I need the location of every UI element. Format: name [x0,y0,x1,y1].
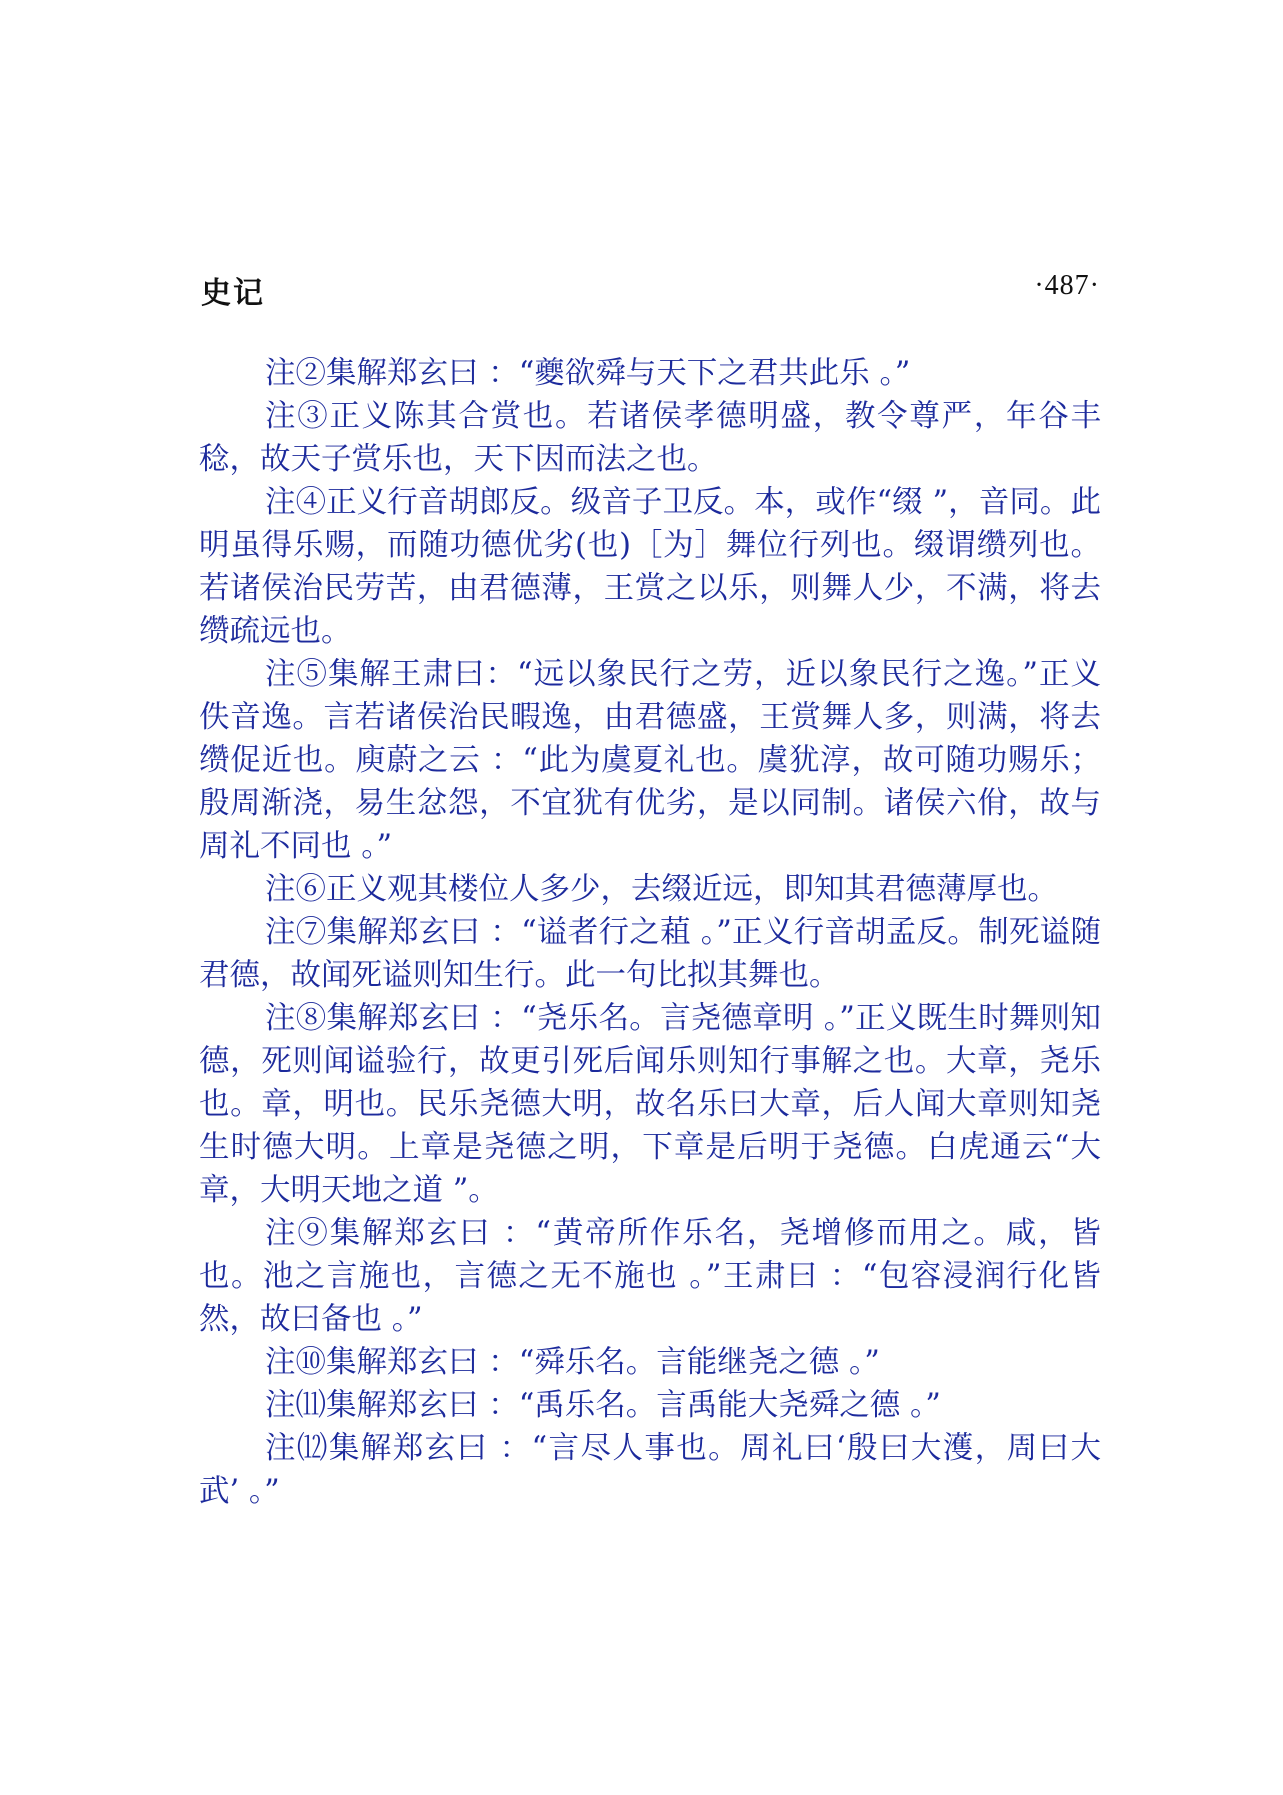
book-title: 史记 [201,276,265,311]
page-header [201,268,1100,312]
note-5: 注⑤集解王肃曰：“远以象民行之劳，近以象民行之逸。”正义佚音逸。言若诸侯治民暇逸，由君德盛，王赏舞人多，则满，将去缵促近也。庾蔚之云 ：“此为虞夏礼也。虞犹淳，故可随功赐乐；殷周渐浇，易生忿怨，不宜犹有优劣，是以同制。诸侯六佾，故与周礼不同也 。” [199,657,1101,864]
note-11: 注⑾集解郑玄曰 ：“禹乐名。言禹能大尧舜之德 。” [265,1388,941,1423]
note-2: 注②集解郑玄曰 ：“夔欲舜与天下之君共此乐 。” [265,356,911,391]
note-7: 注⑦集解郑玄曰 ：“谥者行之蒩 。”正义行音胡孟反。制死谥随君德，故闻死谥则知生行。此一句比拟其舞也。 [199,915,1101,993]
note-9: 注⑨集解郑玄曰 ：“黄帝所作乐名，尧增修而用之。咸，皆也。池之言施也，言德之无不施也 。”王肃曰 ：“包容浸润行化皆然，故曰备也 。” [199,1216,1101,1337]
note-4: 注④正义行音胡郎反。级音子卫反。本，或作“缀 ”，音同。此明虽得乐赐，而随功德优劣(也)［为］舞位行列也。缀谓缵列也。若诸侯治民劳苦，由君德薄，王赏之以乐，则舞人少，不满，将去缵疏远也。 [199,485,1101,649]
note-3: 注③正义陈其合赏也。若诸侯孝德明盛，教令尊严，年谷丰稔，故天子赏乐也，天下因而法之也。 [199,399,1101,477]
annotation-body [199,352,1101,1513]
note-10: 注⑩集解郑玄曰 ：“舜乐名。言能继尧之德 。” [265,1345,880,1380]
page-number: ·487· [1034,270,1100,301]
note-6: 注⑥正义观其楼位人多少，去缀近远，即知其君德薄厚也。 [265,872,1058,907]
note-8: 注⑧集解郑玄曰 ：“尧乐名。言尧德章明 。”正义既生时舞则知德，死则闻谥验行，故更引死后闻乐则知行事解之也。大章，尧乐也。章，明也。民乐尧德大明，故名乐曰大章，后人闻大章则知尧生时德大明。上章是尧德之明，下章是后明于尧德。白虎通云“大章，大明天地之道 ”。 [199,1001,1101,1208]
note-12: 注⑿集解郑玄曰 ：“言尽人事也。周礼曰‘殷曰大濩，周曰大武’ 。” [199,1431,1101,1509]
